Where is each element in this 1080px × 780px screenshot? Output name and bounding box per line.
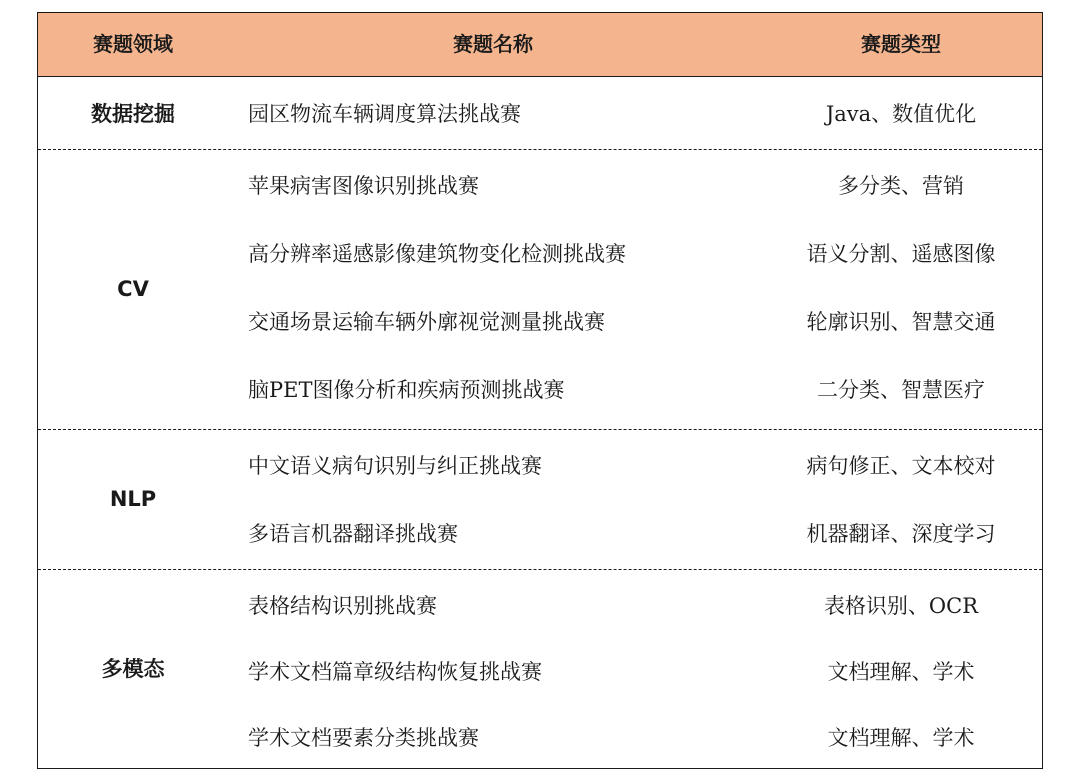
challenge-type: 机器翻译、深度学习: [806, 522, 996, 546]
table-row: [38, 359, 1042, 419]
challenge-name: 多语言机器翻译挑战赛: [248, 522, 458, 546]
challenge-type: 病句修正、文本校对: [806, 454, 996, 478]
table-row: [38, 223, 1042, 283]
challenge-type: 二分类、智慧医疗: [817, 378, 985, 402]
table-row: [38, 707, 1042, 767]
challenge-name: 交通场景运输车辆外廓视觉测量挑战赛: [248, 310, 605, 334]
domain-cell: 多模态: [101, 657, 165, 681]
challenge-type: Java、数值优化: [825, 102, 977, 126]
header-type: 赛题类型: [861, 32, 941, 56]
table-row: [38, 641, 1042, 701]
challenge-type: 多分类、营销: [838, 174, 964, 198]
domain-cell: 数据挖掘: [91, 102, 175, 126]
challenge-name: 中文语义病句识别与纠正挑战赛: [248, 454, 542, 478]
table-row: [38, 503, 1042, 563]
domain-cell: NLP: [109, 487, 157, 511]
table-row: [38, 435, 1042, 495]
challenge-name: 高分辨率遥感影像建筑物变化检测挑战赛: [248, 242, 626, 266]
table-row: [38, 291, 1042, 351]
header-domain: 赛题领域: [93, 32, 173, 56]
challenge-name: 学术文档要素分类挑战赛: [248, 726, 479, 750]
challenge-type: 文档理解、学术: [827, 660, 975, 684]
competition-table: [37, 12, 1043, 769]
table-row: [38, 83, 1042, 143]
challenge-name: 脑PET图像分析和疾病预测挑战赛: [248, 378, 565, 402]
table-row: [38, 575, 1042, 635]
challenge-name: 表格结构识别挑战赛: [248, 594, 437, 618]
challenge-type: 表格识别、OCR: [823, 594, 979, 618]
table-header: [38, 13, 1042, 77]
table-row: [38, 155, 1042, 215]
challenge-type: 文档理解、学术: [827, 726, 975, 750]
challenge-name: 苹果病害图像识别挑战赛: [248, 174, 479, 198]
challenge-name: 学术文档篇章级结构恢复挑战赛: [248, 660, 542, 684]
challenge-name: 园区物流车辆调度算法挑战赛: [248, 102, 521, 126]
challenge-type: 轮廓识别、智慧交通: [806, 310, 996, 334]
header-name: 赛题名称: [453, 32, 533, 56]
domain-cell: CV: [117, 277, 149, 301]
challenge-type: 语义分割、遥感图像: [806, 242, 996, 266]
